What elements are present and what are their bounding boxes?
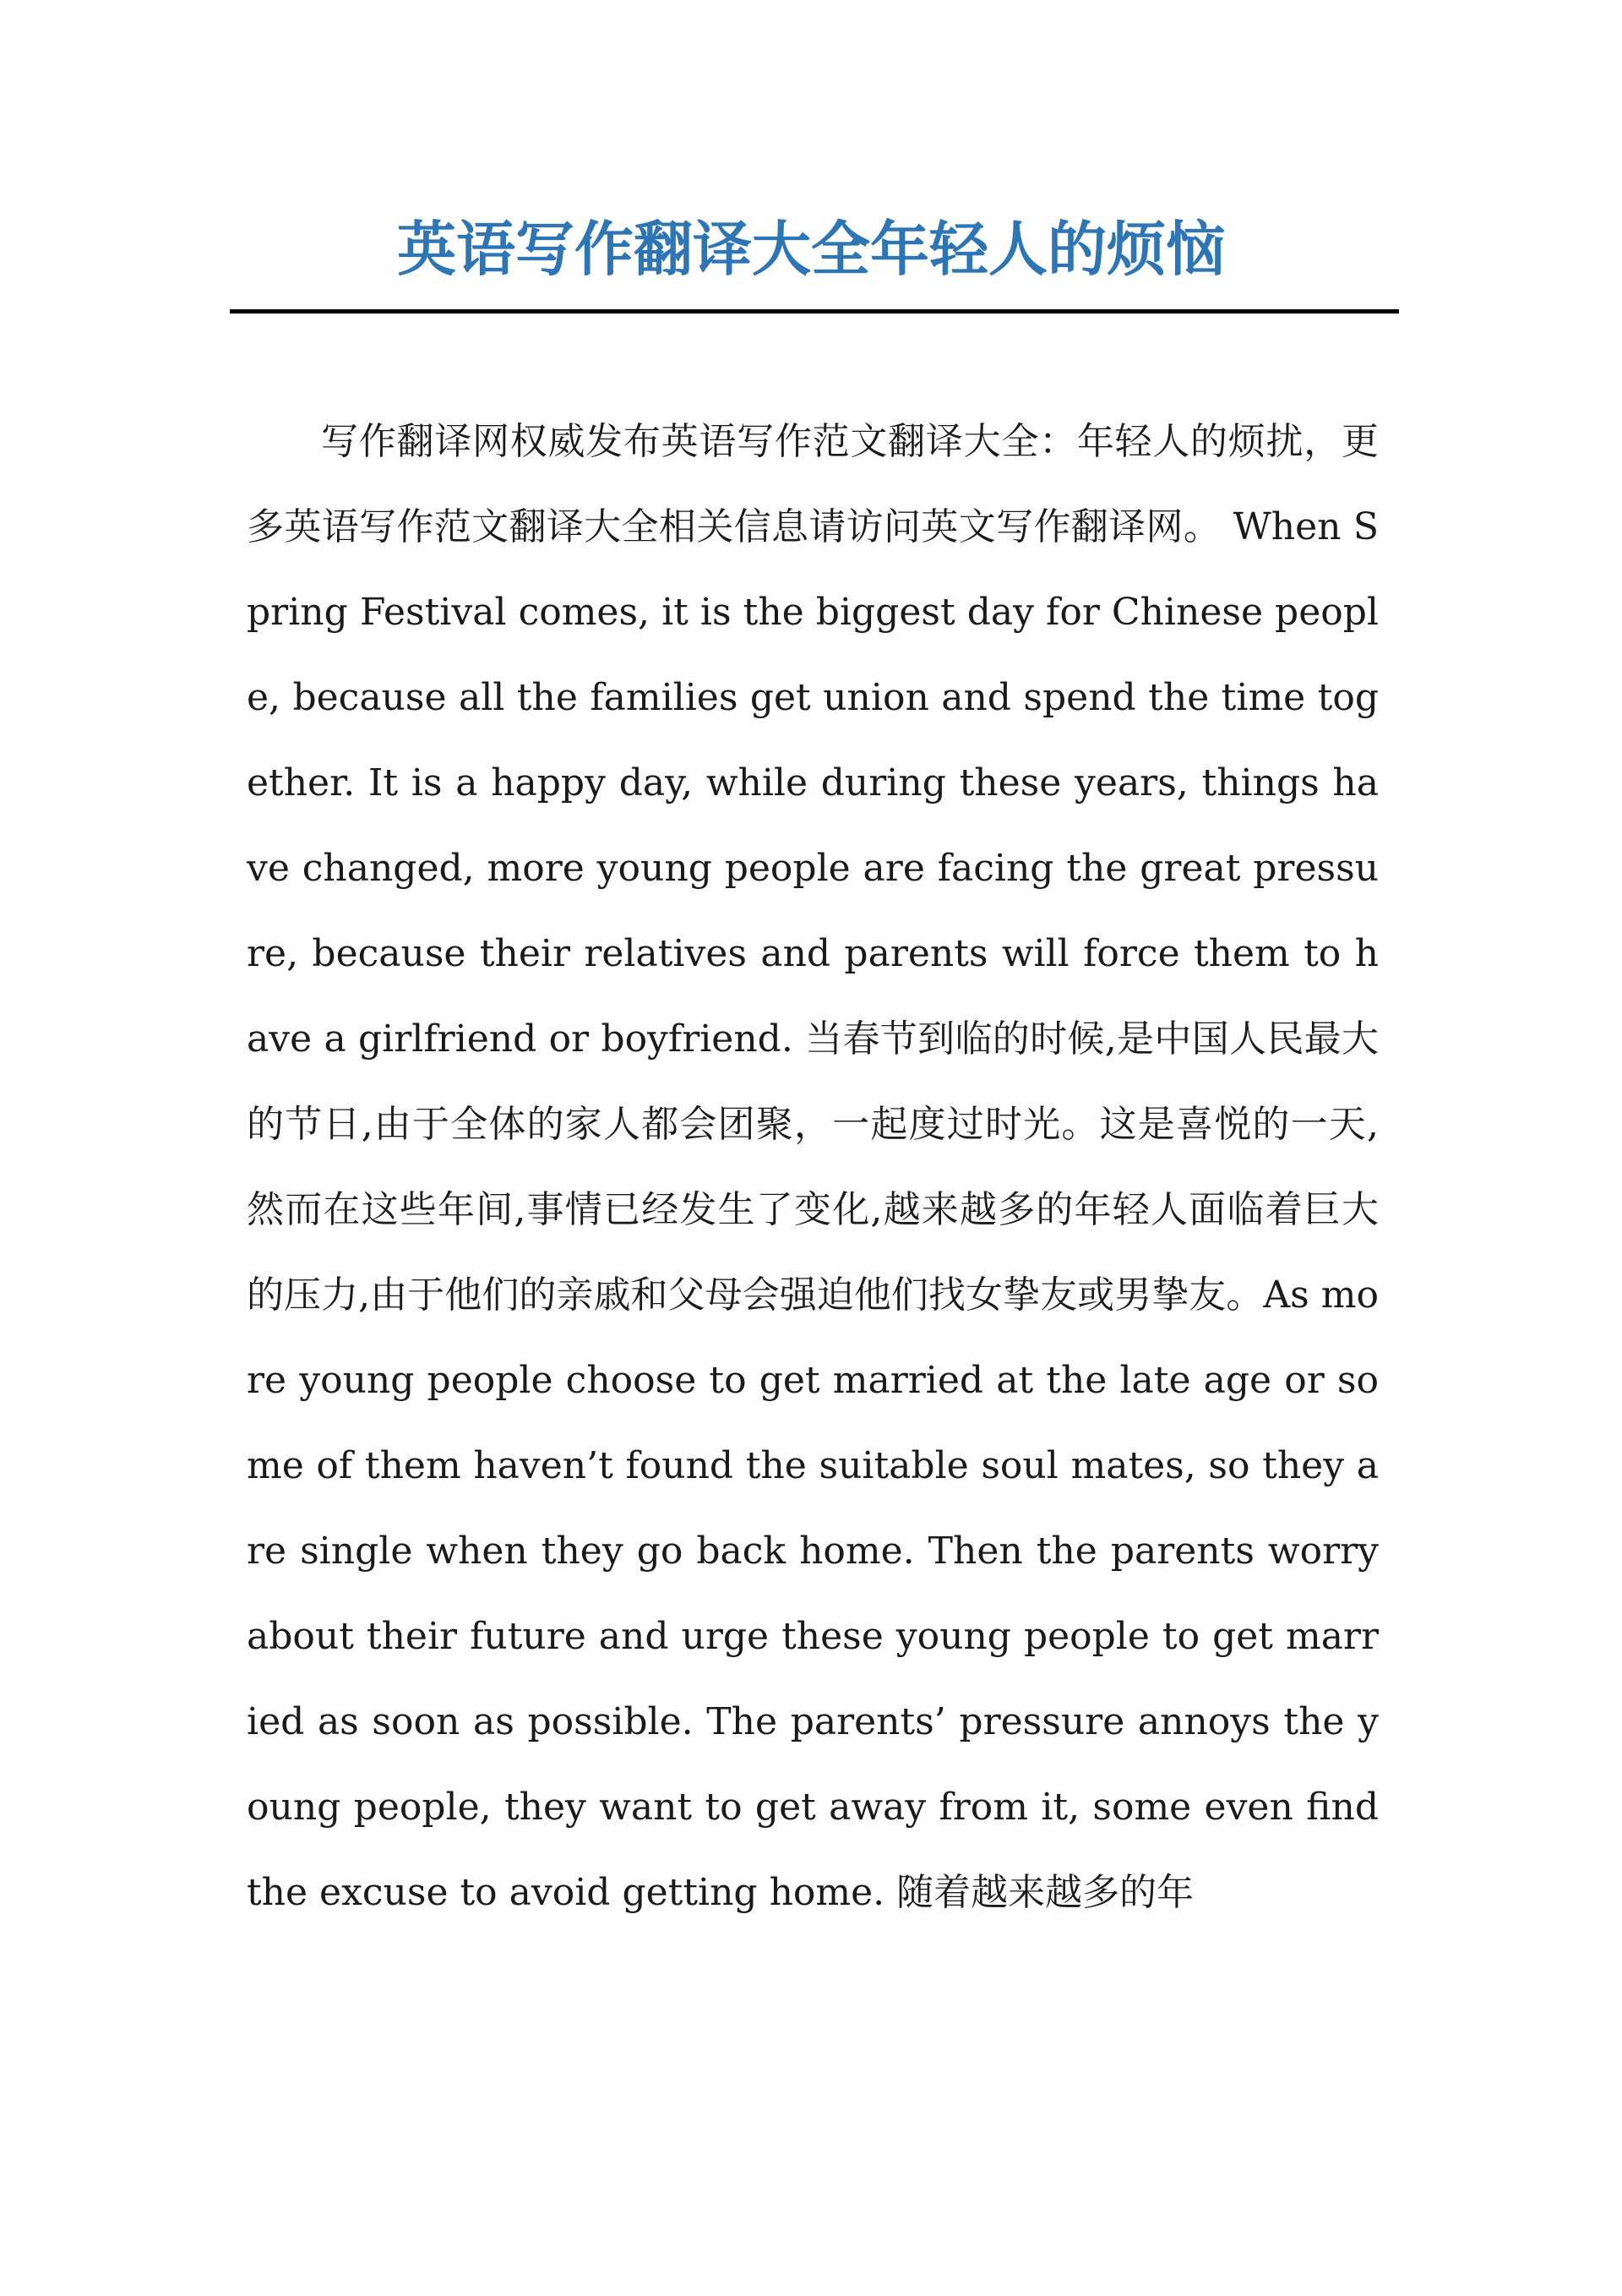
document-title: 英语写作翻译大全年轻人的烦恼	[397, 214, 1225, 284]
body-paragraph: 写作翻译网权威发布英语写作范文翻译大全：年轻人的烦扰，更多英语写作范文翻译大全相关信息请访问英文写作翻译网。 When Spring Festival comes, it is the biggest day for Chinese people, because all the families get union and spend the time together. It is a happy day, while during these years, things have changed, more young people are facing the great pressure, because their relatives and parents will force them to have a girlfriend or boyfriend. 当春节到临的时候,是中国人民最大的节日,由于全体的家人都会团聚，一起度过时光。这是喜悦的一天,然而在这些年间,事情已经发生了变化,越来越多的年轻人面临着巨大的压力,由于他们的亲戚和父母会强迫他们找女挚友或男挚友。As more young people choose to get married at the late age or some of them haven’t found the suitable soul mates, so they are single when they go back home. Then the parents worry about their future and urge these young people to get married as soon as possible. The parents’ pressure annoys the young people, they want to get away from it, some even find the excuse to avoid getting home. 随着越来越多的年	[247, 420, 1379, 1914]
title-underline-divider	[230, 309, 1399, 314]
